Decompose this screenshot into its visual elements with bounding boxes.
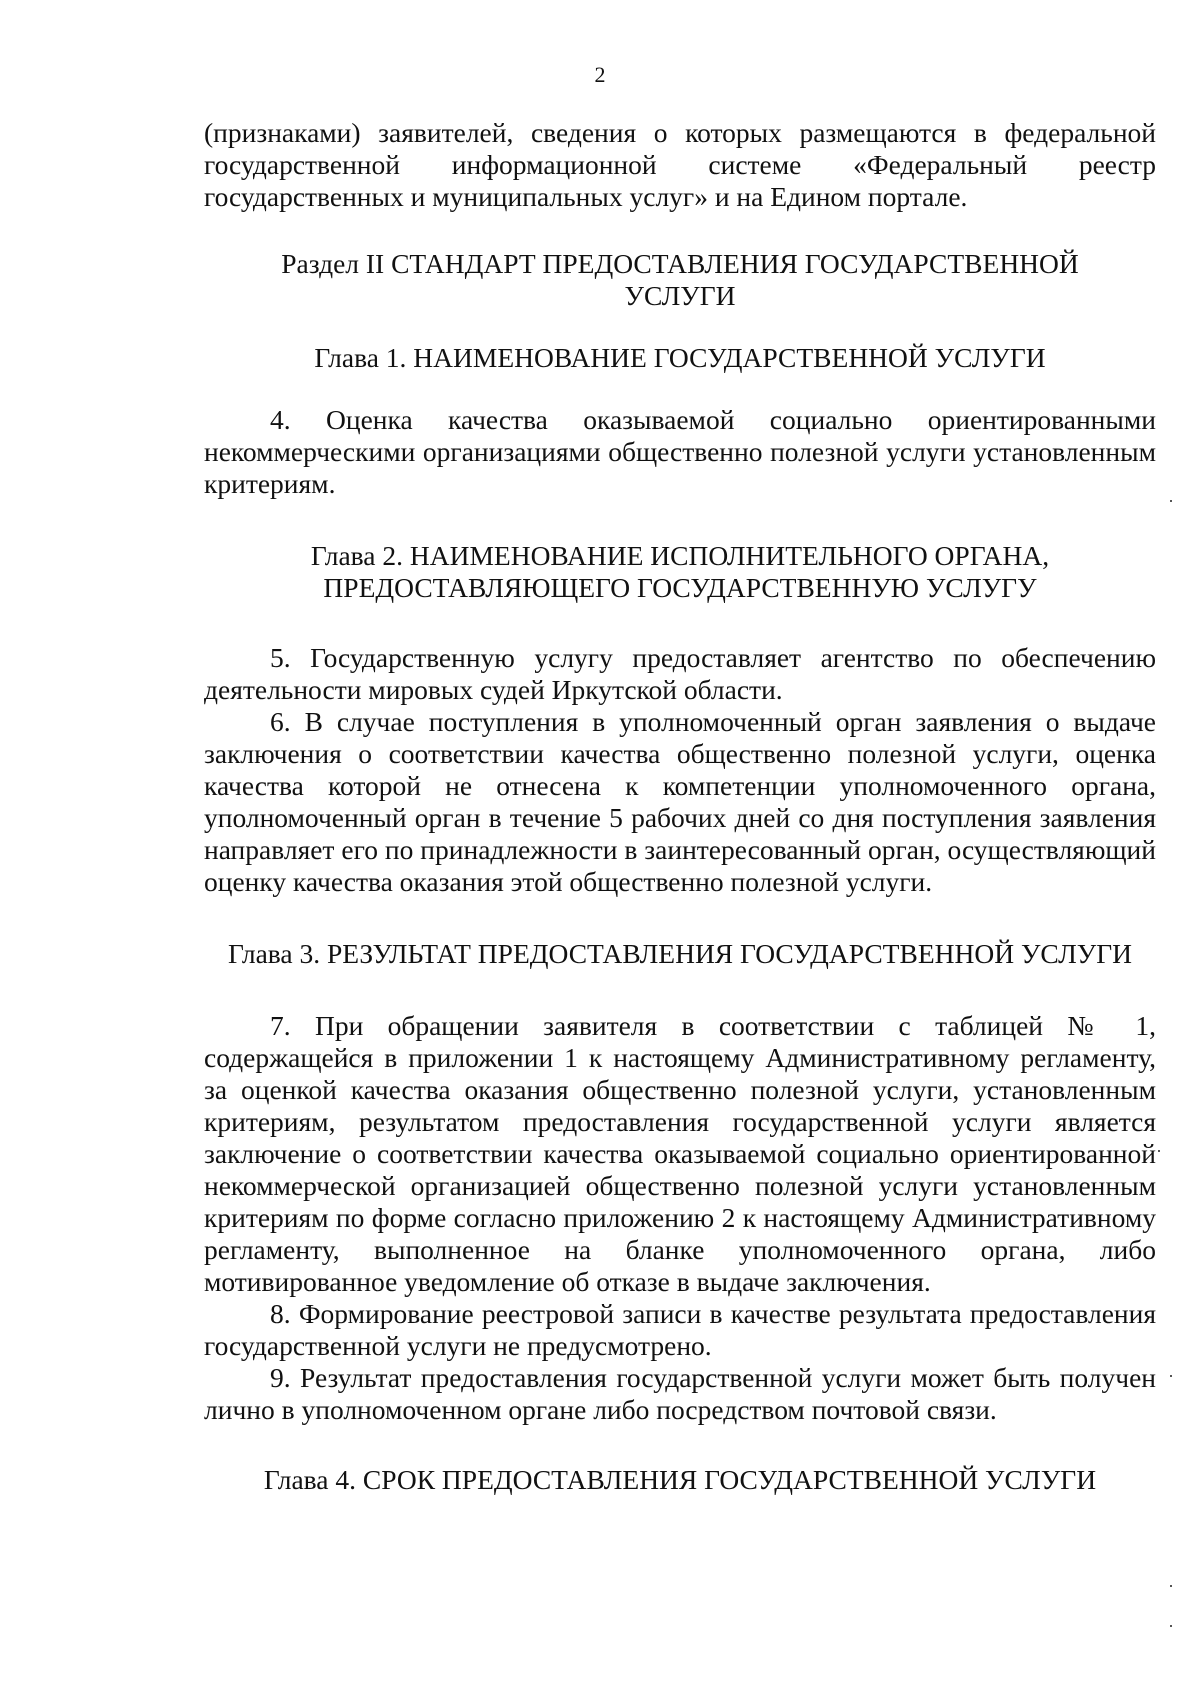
section-heading: Раздел II СТАНДАРТ ПРЕДОСТАВЛЕНИЯ ГОСУДАРСТВЕННОЙ УСЛУГИ [281, 248, 1079, 311]
chapter1-heading: Глава 1. НАИМЕНОВАНИЕ ГОСУДАРСТВЕННОЙ УСЛУГИ [314, 342, 1046, 373]
page-number: 2 [594, 62, 606, 87]
document-body [204, 117, 1156, 1496]
paragraph-4: 4. Оценка качества оказываемой социально ориентированными некоммерческими организациями общественно полезной услуги установленным критериям. [204, 404, 1156, 499]
scan-speck [1170, 1585, 1172, 1587]
scan-speck [1170, 1375, 1172, 1377]
scan-speck [1158, 1150, 1160, 1152]
paragraph-5: 5. Государственную услугу предоставляет агентство по обеспечению деятельности мировых судей Иркутской области. [204, 642, 1156, 705]
chapter3-heading: Глава 3. РЕЗУЛЬТАТ ПРЕДОСТАВЛЕНИЯ ГОСУДАРСТВЕННОЙ УСЛУГИ [228, 938, 1132, 969]
scan-speck [1170, 1625, 1172, 1627]
paragraph-7: 7. При обращении заявителя в соответствии с таблицей № 1, содержащейся в приложении 1 к настоящему Административному регламенту, за оценкой качества оказания общественно полезной услуги, установленным критериям, результатом предоставления государственной услуги является заключение о соответствии качества оказываемой социально ориентированной некоммерческой организацией общественно полезной услуги установленным критериям по форме согласно приложению 2 к настоящему Административному регламенту, выполненное на бланке уполномоченного органа, либо мотивированное уведомление об отказе в выдаче заключения. [204, 1010, 1156, 1297]
paragraph-6: 6. В случае поступления в уполномоченный орган заявления о выдаче заключения о соответствии качества общественно полезной услуги, оценка качества которой не отнесена к компетенции уполномоченного органа, уполномоченный орган в течение 5 рабочих дней со дня поступления заявления направляет его по принадлежности в заинтересованный орган, осуществляющий оценку качества оказания этой общественно полезной услуги. [204, 706, 1156, 897]
paragraph-9: 9. Результат предоставления государственной услуги может быть получен лично в уполномоченном органе либо посредством почтовой связи. [204, 1362, 1156, 1425]
intro-paragraph: (признаками) заявителей, сведения о которых размещаются в федеральной государственной информационной системе «Федеральный реестр государственных и муниципальных услуг» и на Едином портале. [204, 117, 1156, 212]
chapter4-heading: Глава 4. СРОК ПРЕДОСТАВЛЕНИЯ ГОСУДАРСТВЕННОЙ УСЛУГИ [263, 1464, 1097, 1495]
chapter2-heading: Глава 2. НАИМЕНОВАНИЕ ИСПОЛНИТЕЛЬНОГО ОРГАНА, ПРЕДОСТАВЛЯЮЩЕГО ГОСУДАРСТВЕННУЮ УСЛУГУ [310, 540, 1050, 603]
paragraph-8: 8. Формирование реестровой записи в качестве результата предоставления государственной услуги не предусмотрено. [204, 1298, 1156, 1361]
scan-speck [1170, 500, 1172, 502]
